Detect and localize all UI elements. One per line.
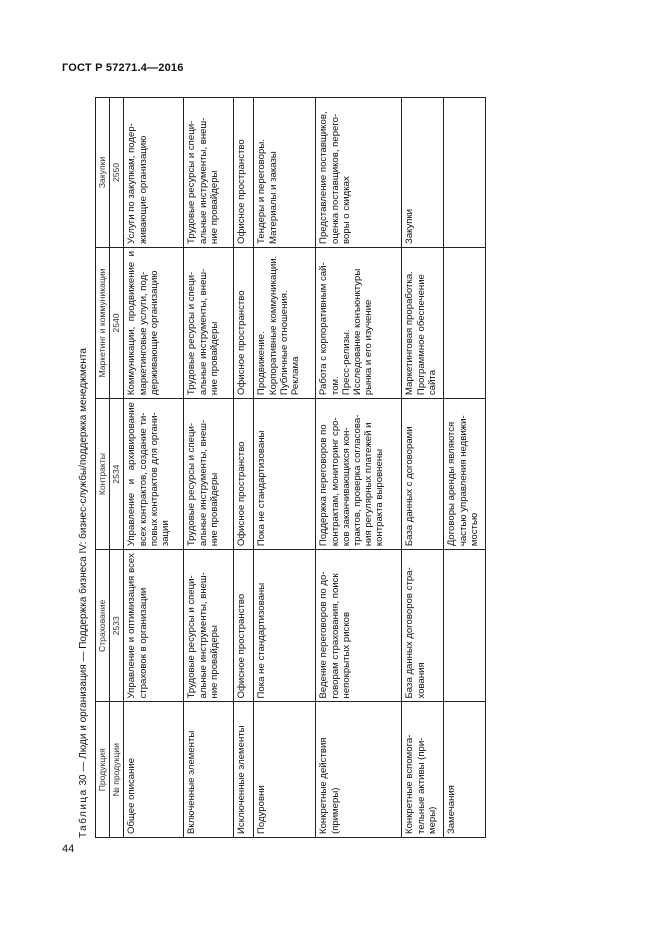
table-cell: База данных договоров стра- хования	[402, 550, 444, 702]
table-cell: Работа с корпоративным сай- том. Пресс-релизы. Исследование конъюнктуры рынка и его изучение	[316, 247, 402, 398]
table-cell: Закупки	[402, 98, 444, 248]
header-cell-col-name: Контракты	[96, 399, 110, 550]
table-cell: Управление и оптимизация всех страховок в организации	[124, 550, 184, 702]
header-cell-col-name: Закупки	[96, 98, 110, 248]
header-cell-product: Продукция	[96, 702, 110, 838]
header-cell-col-name: Страхование	[96, 550, 110, 702]
table-cell: Трудовые ресурсы и специ- альные инструменты, внеш- ние провайдеры	[184, 550, 234, 702]
table-cell: Офисное пространство	[234, 247, 254, 398]
table-cell: Пока не стандартизованы	[254, 399, 316, 550]
table-row	[444, 98, 486, 838]
table-cell: Трудовые ресурсы и специ- альные инструменты, внеш- ние провайдеры	[184, 247, 234, 398]
table-cell: Трудовые ресурсы и специ- альные инструменты, внеш- ние провайдеры	[184, 98, 234, 248]
table-cell: Управление и архивирование всех контрактов, создание ти- повых контрактов для органи- зации	[124, 399, 184, 550]
header-cell-col-name: Маркетинг и коммуникации	[96, 247, 110, 398]
table-cell: Договоры аренды являются частью управления недвижи- мостью	[444, 399, 486, 550]
header-cell-col-number: 2533	[110, 550, 124, 702]
table-cell: Коммуникации, продвижение и маркетинговые услуги, под- держивающие организацию	[124, 247, 184, 398]
table-row	[184, 98, 234, 838]
table-cell: Представление поставщиков, оценка поставщиков, перего- воры о скидках	[316, 98, 402, 248]
table-cell: Продвижение. Корпоративные коммуникации. Публичные отношения. Реклама	[254, 247, 316, 398]
table-cell: Пока не стандартизованы	[254, 550, 316, 702]
row-label: Подуровни	[254, 702, 316, 838]
table-caption-text: 30 — Люди и организация — Поддержка бизнеса IV: бизнес-службы/поддержка менеджмента	[78, 348, 89, 786]
table-cell: Маркетинговая проработка. Программное обеспечение сайта	[402, 247, 444, 398]
table-cell: Офисное пространство	[234, 98, 254, 248]
table-caption	[78, 93, 94, 838]
table-cell: Тендеры и переговоры. Материалы и заказы	[254, 98, 316, 248]
table-cell: Поддержка переговоров по контрактам, мониторинг сро- ков заканчивающихся кон- трактов, проверка согласова- ния регулярных платежей и контракта выровнены	[316, 399, 402, 550]
table-cell: Ведение переговоров по до- говорам страхования, поиск непокрытых рисков	[316, 550, 402, 702]
table-cell: Офисное пространство	[234, 550, 254, 702]
row-label: Включенные элементы	[184, 702, 234, 838]
row-label: Замечания	[444, 702, 486, 838]
page-number: 44	[62, 843, 75, 855]
table-cell: Трудовые ресурсы и специ- альные инструменты, внеш- ние провайдеры	[184, 399, 234, 550]
row-label: Конкретные действия (примеры)	[316, 702, 402, 838]
rotated-table-block	[78, 93, 480, 838]
row-label: Конкретные вспомога- тельные активы (при- меры)	[402, 702, 444, 838]
table-cell	[444, 98, 486, 248]
header-cell-col-number: 2550	[110, 98, 124, 248]
table-number-row	[110, 98, 124, 838]
header-cell-product-number: № продукции	[110, 702, 124, 838]
document-standard-header: ГОСТ Р 57271.4—2016	[62, 62, 184, 74]
table-row	[402, 98, 444, 838]
header-cell-col-number: 2534	[110, 399, 124, 550]
table-row	[254, 98, 316, 838]
row-label: Общее описание	[124, 702, 184, 838]
table-header-row	[96, 98, 110, 838]
header-cell-col-number: 2540	[110, 247, 124, 398]
row-label: Исключенные элементы	[234, 702, 254, 838]
table-caption-label: Таблица	[78, 788, 89, 838]
table-cell: Услуги по закупкам, подер- живающие организацию	[124, 98, 184, 248]
table-row	[234, 98, 254, 838]
table-row	[124, 98, 184, 838]
table-cell: База данных с договорами	[402, 399, 444, 550]
table-cell	[444, 247, 486, 398]
table-row	[316, 98, 402, 838]
table-cell: Офисное пространство	[234, 399, 254, 550]
table-cell	[444, 550, 486, 702]
data-table	[95, 97, 486, 838]
